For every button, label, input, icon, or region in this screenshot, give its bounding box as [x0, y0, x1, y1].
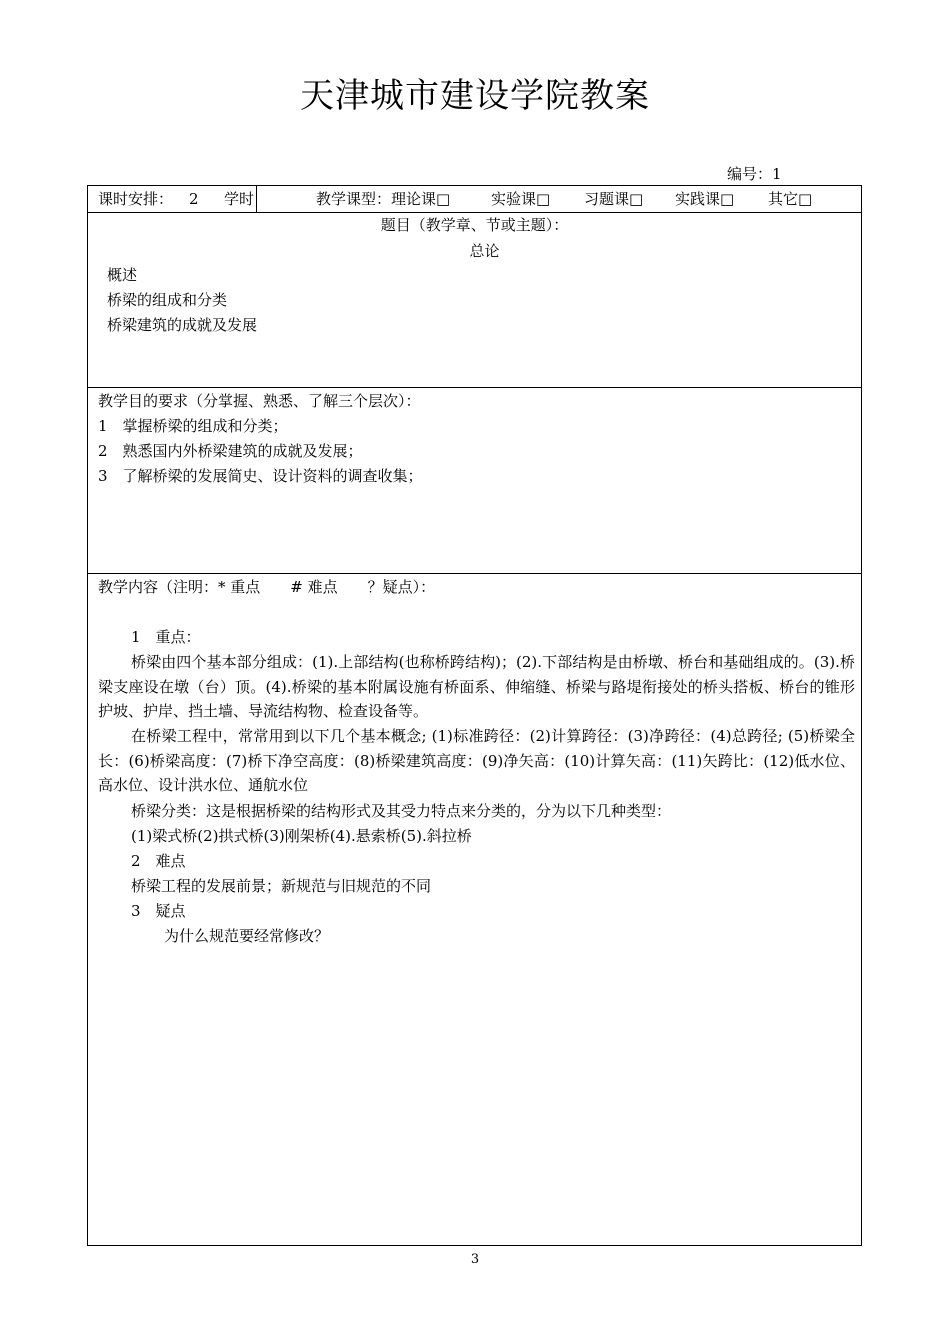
header-divider: [256, 186, 257, 212]
row-divider: [88, 212, 861, 213]
objective-item: 1 掌握桥梁的组成和分类；: [98, 417, 288, 435]
key-points-paragraph: 桥梁由四个基本部分组成：(1).上部结构(也称桥跨结构)；(2).下部结构是由桥墩、桥台和基础组成的。(3).桥梁支座设在墩（台）顶。(4).桥梁的基本附属设施有桥面系、伸缩缝、桥梁与路堤衔接处的桥头搭板、桥台的锥形护坡、护岸、挡土墙、导流结构物、检查设备等。: [98, 653, 855, 721]
page-number: 3: [470, 1252, 480, 1267]
topic-item: 概述: [107, 266, 138, 284]
topic-item: 桥梁的组成和分类: [107, 291, 228, 309]
objectives-label: 教学目的要求（分掌握、熟悉、了解三个层次）：: [98, 392, 421, 410]
course-type-label: 教学课型：理论课□: [316, 190, 451, 208]
topic-chapter: 总论: [469, 242, 500, 260]
doubt-text: 为什么规范要经常修改？: [164, 927, 330, 945]
objective-item: 2 熟悉国内外桥梁建筑的成就及发展；: [98, 442, 363, 460]
bridge-types: (1)梁式桥(2)拱式桥(3)刚架桥(4).悬索桥(5).斜拉桥: [131, 827, 472, 845]
option-lab: 实验课□: [491, 190, 551, 208]
concepts-paragraph: 在桥梁工程中，常常用到以下几个基本概念; (1)标准跨径：(2)计算跨径：(3)净跨径：(4)总跨径; (5)桥梁全长：(6)桥梁高度：(7)桥下净空高度：(8)桥梁建筑高度：(9)净矢高：(10)计算矢高：(11)矢跨比：(12)低水位、高水位、设计洪水位、通航水位: [98, 727, 855, 795]
option-exercise: 习题课□: [584, 190, 644, 208]
lesson-plan-table: [87, 185, 862, 1246]
hours-value: 2: [189, 190, 199, 208]
section-divider: [88, 573, 861, 574]
option-practice: 实践课□: [675, 190, 735, 208]
content-label: 教学内容（注明：* 重点 # 难点 ？疑点）：: [98, 578, 436, 596]
doubt-heading: 3 疑点: [131, 902, 186, 920]
topic-label: 题目（教学章、节或主题）：: [380, 216, 569, 234]
difficult-heading: 2 难点: [131, 852, 186, 870]
option-other: 其它□: [768, 190, 813, 208]
difficult-text: 桥梁工程的发展前景；新规范与旧规范的不同: [131, 877, 432, 895]
objective-item: 3 了解桥梁的发展简史、设计资料的调查收集；: [98, 467, 423, 485]
topic-item: 桥梁建筑的成就及发展: [107, 316, 258, 334]
hours-unit: 学时: [224, 190, 255, 208]
classification-text: 桥梁分类：这是根据桥梁的结构形式及其受力特点来分类的，分为以下几种类型：: [131, 802, 672, 820]
hours-label: 课时安排：: [98, 190, 174, 208]
page-title: 天津城市建设学院教案: [300, 76, 650, 116]
section-divider: [88, 387, 861, 388]
key-points-heading: 1 重点：: [131, 628, 201, 646]
serial-number: 编号：1: [727, 165, 782, 183]
